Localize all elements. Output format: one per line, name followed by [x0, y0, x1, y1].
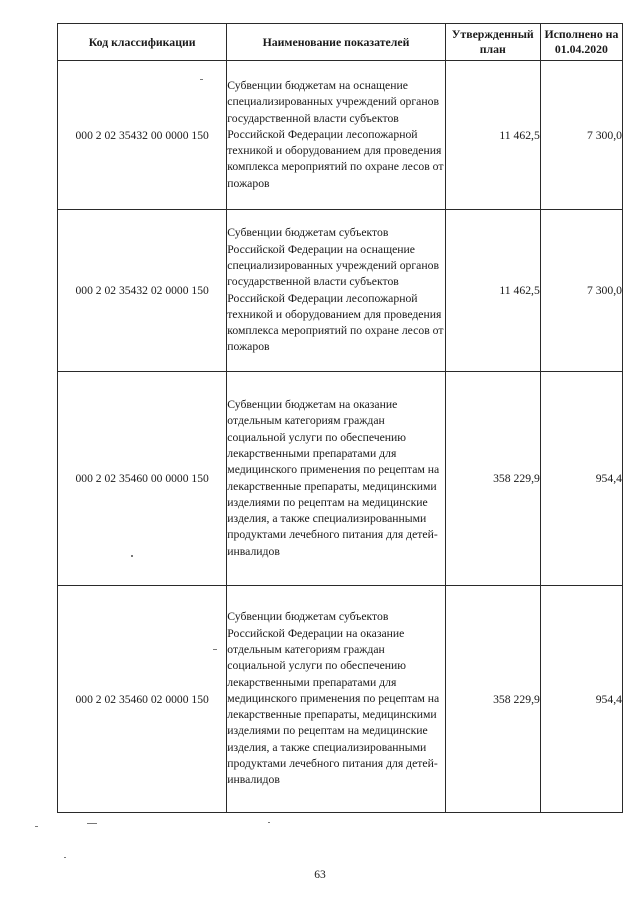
scan-speck [131, 555, 133, 557]
table-row [58, 61, 623, 210]
row-name: Субвенции бюджетам субъектов Российской Федерации на оказание отдельным категориям граждан социальной услуги по обеспечению лекарственными препаратами для медицинского применения по рецептам на лекарственные препараты, медицинскими изделиями по рецептам на медицинские изделия, а также специализированными продуктами лечебного питания для детей-инвалидов [227, 586, 445, 813]
header-name: Наименование показателей [227, 24, 445, 61]
row-done: 7 300,0 [540, 210, 622, 372]
row-name: Субвенции бюджетам на оказание отдельным категориям граждан социальной услуги по обеспечению лекарственными препаратами для медицинского применения по рецептам на лекарственные препараты, медицинскими изделиями по рецептам на медицинские изделия, а также специализированными продуктами лечебного питания для детей-инвалидов [227, 372, 445, 586]
header-done: Исполнено на 01.04.2020 [540, 24, 622, 61]
page-number: 63 [314, 869, 326, 881]
scan-speck [268, 822, 270, 823]
table-header-row [58, 24, 623, 61]
row-plan: 358 229,9 [445, 372, 540, 586]
row-done: 954,4 [540, 586, 622, 813]
row-done: 7 300,0 [540, 61, 622, 210]
row-plan: 11 462,5 [445, 61, 540, 210]
row-name: Субвенции бюджетам на оснащение специализированных учреждений органов государственной власти субъектов Российской Федерации лесопожарной техникой и оборудованием для проведения комплекса мероприятий по охране лесов от пожаров [227, 61, 445, 210]
scan-speck [87, 823, 97, 824]
row-name: Субвенции бюджетам субъектов Российской Федерации на оснащение специализированных учреждений органов государственной власти субъектов Российской Федерации лесопожарной техникой и оборудованием для проведения комплекса мероприятий по охране лесов от пожаров [227, 210, 445, 372]
row-plan: 358 229,9 [445, 586, 540, 813]
scan-speck [35, 826, 38, 827]
budget-table [57, 23, 623, 813]
header-plan: Утвержденный план [445, 24, 540, 61]
scan-speck [64, 857, 66, 858]
scan-speck [213, 649, 217, 650]
row-code: 000 2 02 35432 00 0000 150 [58, 61, 227, 210]
header-code: Код классификации [58, 24, 227, 61]
row-code: 000 2 02 35432 02 0000 150 [58, 210, 227, 372]
table-row [58, 210, 623, 372]
row-done: 954,4 [540, 372, 622, 586]
table-row [58, 586, 623, 813]
row-code: 000 2 02 35460 00 0000 150 [58, 372, 227, 586]
row-code: 000 2 02 35460 02 0000 150 [58, 586, 227, 813]
table-row [58, 372, 623, 586]
row-plan: 11 462,5 [445, 210, 540, 372]
scan-speck [200, 79, 203, 80]
